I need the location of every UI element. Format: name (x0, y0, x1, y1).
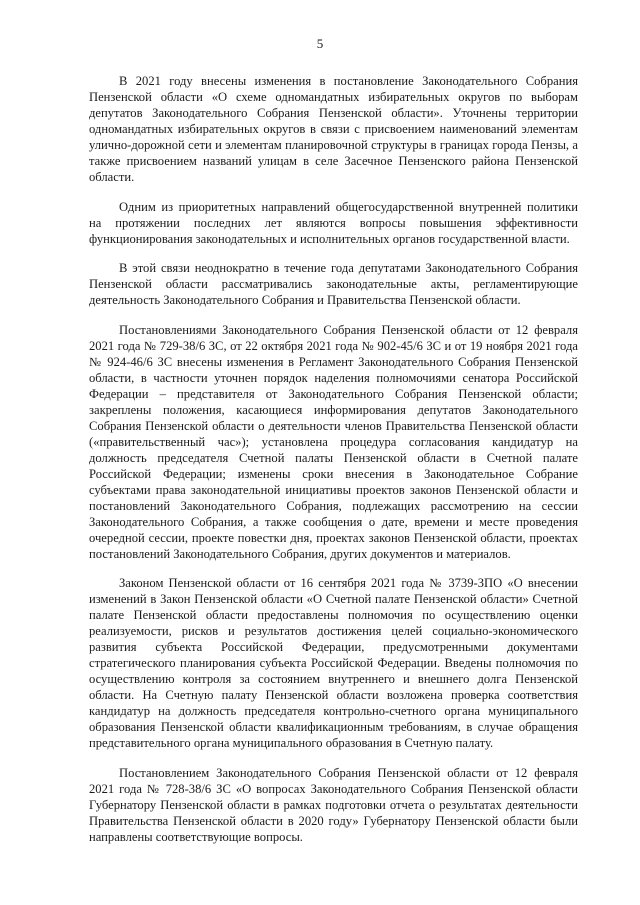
paragraph-policy-priorities: Одним из приоритетных направлений общегосударственной внутренней политики на протяжении последних лет являются вопросы повышения эффективности функционирования законодательных и исполнительных органов государственной власти. (89, 199, 578, 246)
paragraph-accounts-chamber-law: Законом Пензенской области от 16 сентября 2021 года № 3739-ЗПО «О внесении изменений в Закон Пензенской области «О Счетной палате Пензенской области» Счетной палате Пензенской области предоставлены полномочия по осуществлению оценки реализуемости, рисков и результатов достижения целей социально-экономического развития субъекта Российской Федерации, предусмотренными документами стратегического планирования субъекта Российской Федерации. Введены полномочия по осуществлению контроля за состоянием внутреннего и внешнего долга Пензенской области. На Счетную палату Пензенской области возложена проверка соответствия кандидатур на должность председателя контрольно-счетного органа муниципального образования Пензенской области квалификационным требованиям, в случае обращения представительного органа муниципального образования в Счетную палату. (89, 576, 578, 750)
paragraph-governor-questions: Постановлением Законодательного Собрания Пензенской области от 12 февраля 2021 года № 728-38/6 ЗС «О вопросах Законодательного Собрания Пензенской области Губернатору Пензенской области в рамках подготовки отчета о результатах деятельности Правительства Пензенской области в 2020 году» Губернатору Пензенской области были направлены соответствующие вопросы. (89, 765, 578, 844)
document-body (89, 73, 578, 858)
paragraph-legislative-acts: В этой связи неоднократно в течение года депутатами Законодательного Собрания Пензенской области рассматривались законодательные акты, регламентирующие деятельность Законодательного Собрания и Правительства Пензенской области. (89, 261, 578, 307)
paragraph-district-scheme: В 2021 году внесены изменения в постановление Законодательного Собрания Пензенской области «О схеме одномандатных избирательных округов по выборам депутатов Законодательного Собрания Пензенской области». Уточнены территории одномандатных избирательных округов в связи с присвоением наименований элементам улично-дорожной сети и элементам планировочной структуры в границах города Пензы, а также присвоением названий улицам в селе Засечное Пензенского района Пензенской области. (89, 74, 578, 184)
page-number: 5 (316, 36, 324, 51)
paragraph-reglament-changes: Постановлениями Законодательного Собрания Пензенской области от 12 февраля 2021 года № 729-38/6 ЗС, от 22 октября 2021 года № 902-45/6 ЗС и от 19 ноября 2021 года № 924-46/6 ЗС внесены изменения в Регламент Законодательного Собрания Пензенской области, в частности уточнен порядок наделения полномочиями сенатора Российской Федерации – представителя от Законодательного Собрания Пензенской области; закреплены положения, касающиеся информирования депутатов Законодательного Собрания Пензенской области о деятельности членов Правительства Пензенской области («правительственный час»); установлена процедура согласования кандидатур на должность председателя Счетной палаты Пензенской области в Счетной палате Российской Федерации; изменены сроки внесения в Законодательное Собрание субъектами права законодательной инициативы проектов законов Пензенской области и постановлений Законодательного Собрания, подлежащих рассмотрению на сессии Законодательного Собрания, а также сообщения о дате, времени и месте проведения очередной сессии, проекте повестки дня, проектах законов Пензенской области, проектах постановлений Законодательного Собрания, других документов и материалов. (89, 322, 578, 561)
